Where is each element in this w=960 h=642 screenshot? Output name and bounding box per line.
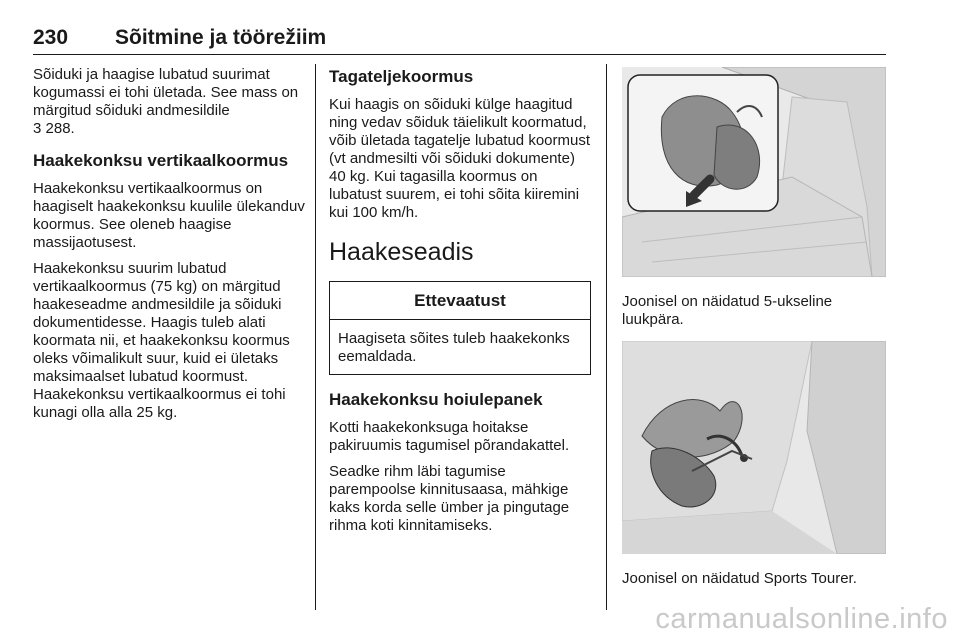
heading-rear-axle-load: Tagateljekoormus — [329, 67, 474, 86]
figure-caption-sports-tourer: Joonisel on näidatud Sports Tourer. — [622, 570, 857, 587]
heading-hitch-storage: Haakekonksu hoiulepanek — [329, 390, 543, 409]
hatchback-trunk-illustration — [622, 67, 886, 277]
figure-caption-hatchback: Joonisel on näidatud 5-ukseline luukpära. — [622, 293, 833, 328]
figure-hatchback-trunk — [622, 67, 886, 277]
paragraph-storage-2: Seadke rihm läbi tagumise parempoolse kinnitusaasa, mähkige kaks korda selle ümber ja pingutage rihma koti kinnitamiseks. — [329, 463, 570, 534]
paragraph-vertical-load-2: Haakekonksu suurim lubatud vertikaalkoormus (75 kg) on märgitud haakeseadme andmesildile ja sõiduki dokumentidesse. Haagis tuleb alati koormata nii, et haakekonksu koormus oleks võimalikult suur, kuid ei ületaks maksimaalset lubatud koormust. Haakekonksu vertikaalkoormus ei tohi kunagi olla alla 25 kg. — [33, 260, 290, 421]
heading-vertical-load: Haakekonksu vertikaalkoormus — [33, 151, 289, 170]
page-title: Sõitmine ja töörežiim — [115, 26, 327, 49]
figure-sports-tourer-trunk — [622, 341, 886, 554]
caution-title: Ettevaatust — [330, 282, 590, 320]
column-divider — [315, 64, 316, 610]
heading-towing-hitch: Haakeseadis — [329, 238, 474, 266]
page-header — [33, 26, 886, 55]
column-divider — [606, 64, 607, 610]
paragraph-vertical-load-1: Haakekonksu vertikaalkoormus on haagiselt haakekonksu kuulile ülekanduv koormus. See oleneb haagise massijaotusest. — [33, 180, 305, 251]
sports-tourer-trunk-illustration — [622, 341, 886, 554]
paragraph-rear-axle-load: Kui haagis on sõiduki külge haagitud ning vedav sõiduk täielikult koormatud, võib ületada tagatelje lubatud koormust (vt andmesilti või sõiduki dokumente) 40 kg. Kui tagasilla koormus on lubatust suurem, ei tohi sõita kiiremini kui 100 km/h. — [329, 96, 591, 221]
watermark: carmanualsonline.info — [655, 603, 948, 635]
column-middle — [329, 66, 592, 543]
intro-paragraph: Sõiduki ja haagise lubatud suurimat kogumassi ei tohi ületada. See mass on märgitud sõiduki andmesildile 3 288. — [33, 66, 299, 137]
caution-text: Haagiseta sõites tuleb haakekonks eemaldada. — [338, 330, 570, 365]
page-number: 230 — [33, 26, 69, 49]
page-reference: 3 288. — [33, 120, 75, 137]
caution-box — [329, 281, 591, 375]
paragraph-storage-1: Kotti haakekonksuga hoitakse pakiruumis tagumisel põrandakattel. — [329, 419, 570, 454]
column-left — [33, 66, 305, 430]
column-right — [622, 67, 887, 588]
